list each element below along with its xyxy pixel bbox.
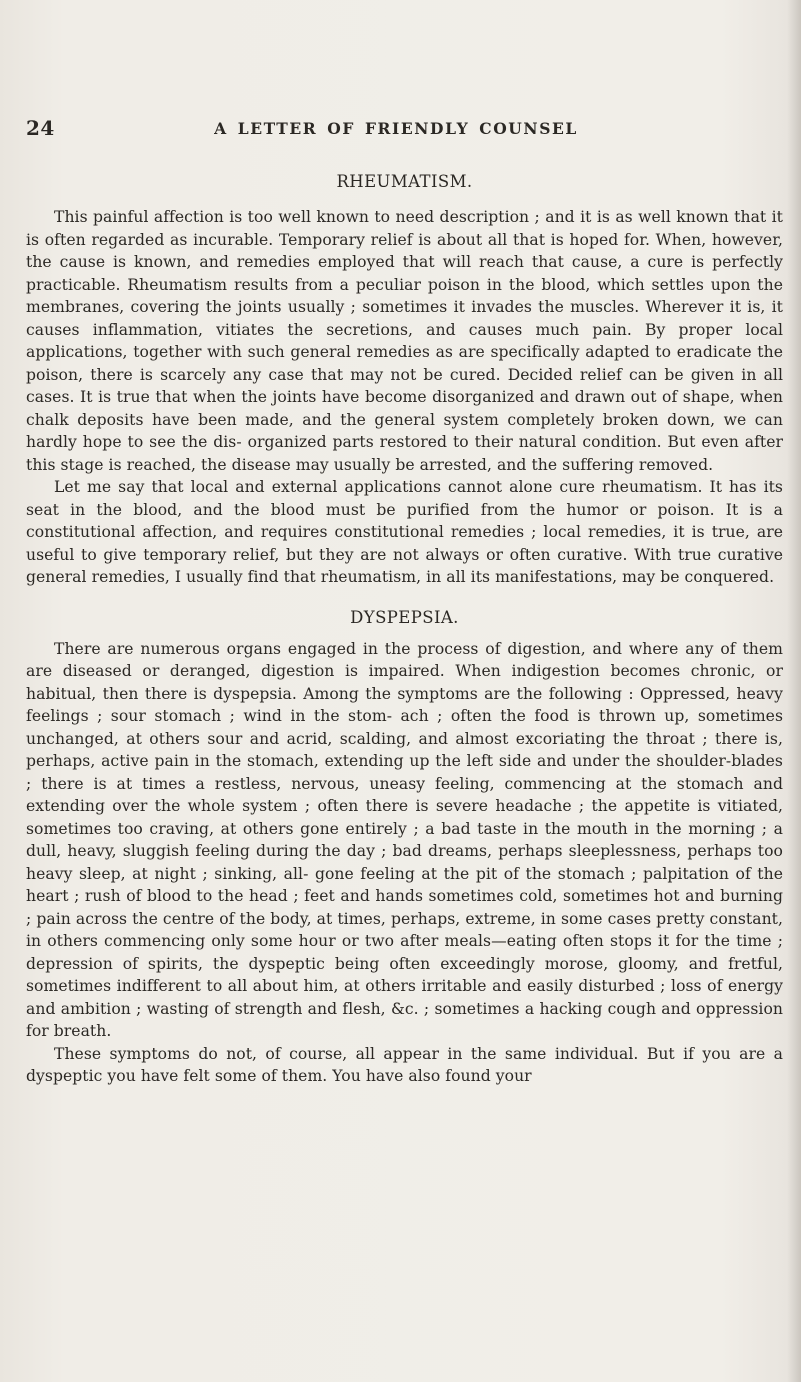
paragraph: There are numerous organs engaged in the process of digestion, and where any of them are diseased or deranged, digestion is impaired. When indigestion becomes chronic, or habitual, then there is dyspepsia. Among the symptoms are the following : Oppressed, heavy feelings ; sour stomach ; wind in the stom- ach ; often the food is thrown up, sometimes unchanged, at others sour and acrid, scalding, and almost excoriating the throat ; there is, perhaps, active pain in the stomach, extending up the left side and under the shoulder-blades ; there is at times a restless, nervous, uneasy feeling, commencing at the stomach and extending over the whole system ; often there is severe headache ; the appetite is vitiated, sometimes too craving, at others gone entirely ; a bad taste in the mouth in the morning ; a dull, heavy, sluggish feeling during the day ; bad dreams, perhaps sleeplessness, perhaps too heavy sleep, at night ; sinking, all- gone feeling at the pit of the stomach ; palpitation of the heart ; rush of blood to the head ; feet and hands sometimes cold, sometimes hot and burning ; pain across the centre of the body, at times, perhaps, extreme, in some cases pretty constant, in others commencing only some hour or two after meals—eating often stops it for the time ; depression of spirits, the dyspeptic being often exceedingly morose, gloomy, and fretful, sometimes indifferent to all about him, at others irritable and easily disturbed ; loss of energy and ambition ; wasting of strength and flesh, &c. ; sometimes a hacking cough and oppression for breath.	[26, 639, 783, 1040]
section-heading-dyspepsia: DYSPEPSIA.	[350, 607, 459, 627]
section-heading-rheumatism: RHEUMATISM.	[336, 172, 473, 191]
paragraph: Let me say that local and external applications cannot alone cure rheumatism. It has its seat in the blood, and the blood must be purified from the humor or poison. It is a constitutional affection, and requires constitutional remedies ; local remedies, it is true, are useful to give temporary relief, but they are not always or often curative. With true curative general remedies, I usually find that rheumatism, in all its manifestations, may be conquered.	[26, 478, 783, 586]
running-head	[26, 116, 766, 140]
paragraph: These symptoms do not, of course, all appear in the same individual. But if you are a dyspeptic you have felt some of them. You have also found your	[26, 1044, 783, 1085]
body-text	[26, 170, 783, 1088]
running-head-title: A LETTER OF FRIENDLY COUNSEL	[214, 119, 578, 138]
paragraph: This painful affection is too well known to need description ; and it is as well known that it is often regarded as incurable. Temporary relief is about all that is hoped for. When, however, the cause is known, and remedies employed that will reach that cause, a cure is perfectly practicable. Rheumatism results from a peculiar poison in the blood, which settles upon the membranes, covering the joints usually ; sometimes it invades the muscles. Wherever it is, it causes inflammation, vitiates the secretions, and causes much pain. By proper local applications, together with such general remedies as are specifically adapted to eradicate the poison, there is scarcely any case that may not be cured. Decided relief can be given in all cases. It is true that when the joints have become disorganized and drawn out of shape, when chalk deposits have been made, and the general system completely broken down, we can hardly hope to see the dis- organized parts restored to their natural condition. But even after this stage is reached, the disease may usually be arrested, and the suffering removed.	[26, 208, 783, 474]
page-edge-shadow	[787, 0, 801, 1382]
page-number: 24	[26, 116, 55, 140]
